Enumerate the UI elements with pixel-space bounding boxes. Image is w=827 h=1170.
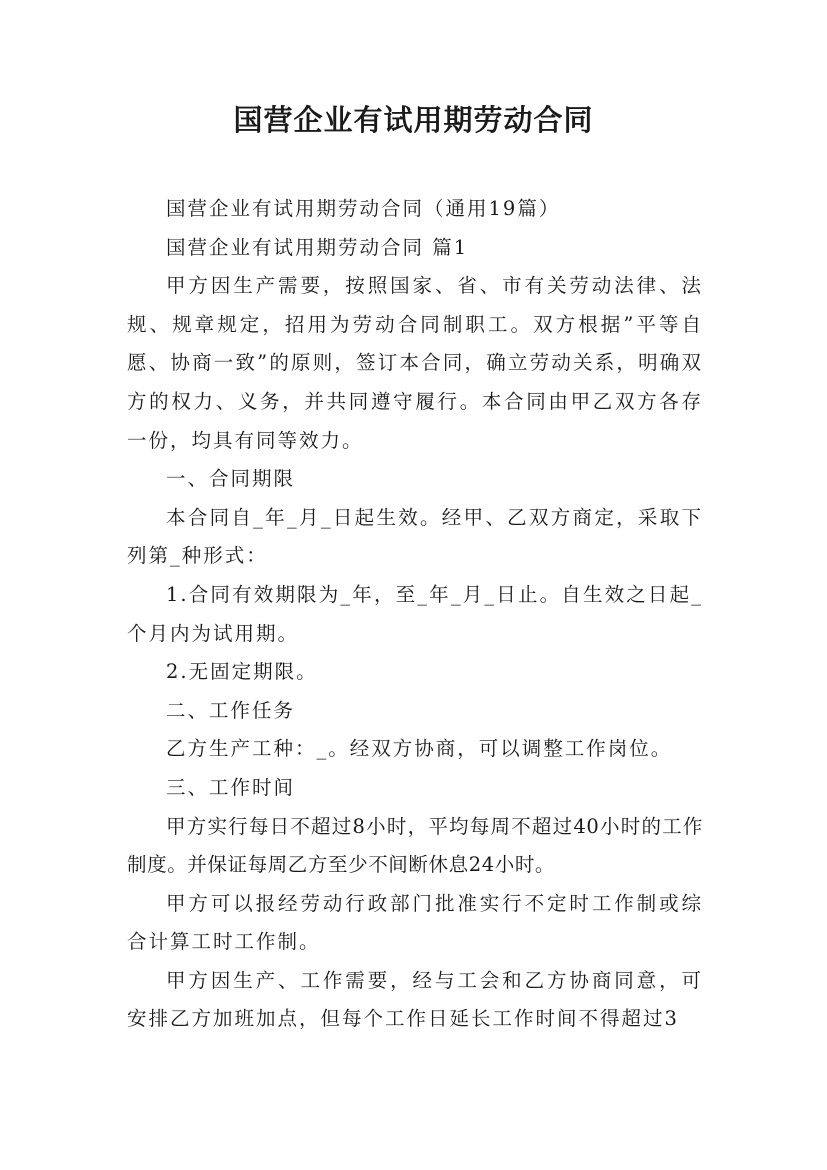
paragraph: 甲方因生产需要，按照国家、省、市有关劳动法律、法规、规章规定，招用为劳动合同制职工。双方根据”平等自愿、协商一致”的原则，签订本合同，确立劳动关系，明确双方的权力、义务，并共同遵守履行。本合同由甲乙双方各存一份，均具有同等效力。 bbox=[127, 274, 703, 452]
list-item-2: 2.无固定期限。 bbox=[166, 660, 318, 684]
document-title: 国营企业有试用期劳动合同 bbox=[233, 103, 594, 137]
section-heading-2: 二、工作任务 bbox=[166, 698, 296, 722]
paragraph: 甲方可以报经劳动行政部门批准实行不定时工作制或综合计算工时工作制。 bbox=[127, 891, 703, 954]
paragraph: 本合同自_年_月_日起生效。经甲、乙双方商定，采取下列第_种形式： bbox=[127, 505, 703, 568]
section-heading-1: 一、合同期限 bbox=[166, 467, 296, 491]
paragraph: 甲方因生产、工作需要，经与工会和乙方协商同意，可安排乙方加班加点，但每个工作日延长工作时间不得超过3 bbox=[127, 968, 703, 1031]
paragraph-section-heading: 国营企业有试用期劳动合同 篇1 bbox=[166, 235, 469, 259]
paragraph: 乙方生产工种：_。经双方协商，可以调整工作岗位。 bbox=[166, 737, 673, 761]
list-item-1: 1.合同有效期限为_年，至_年_月_日止。自生效之日起_个月内为试用期。 bbox=[127, 582, 703, 645]
paragraph-subtitle: 国营企业有试用期劳动合同（通用19篇） bbox=[166, 197, 561, 220]
paragraph: 甲方实行每日不超过8小时，平均每周不超过40小时的工作制度。并保证每周乙方至少不间断休息24小时。 bbox=[127, 814, 703, 877]
document-body bbox=[127, 190, 703, 1039]
section-heading-3: 三、工作时间 bbox=[166, 775, 296, 799]
